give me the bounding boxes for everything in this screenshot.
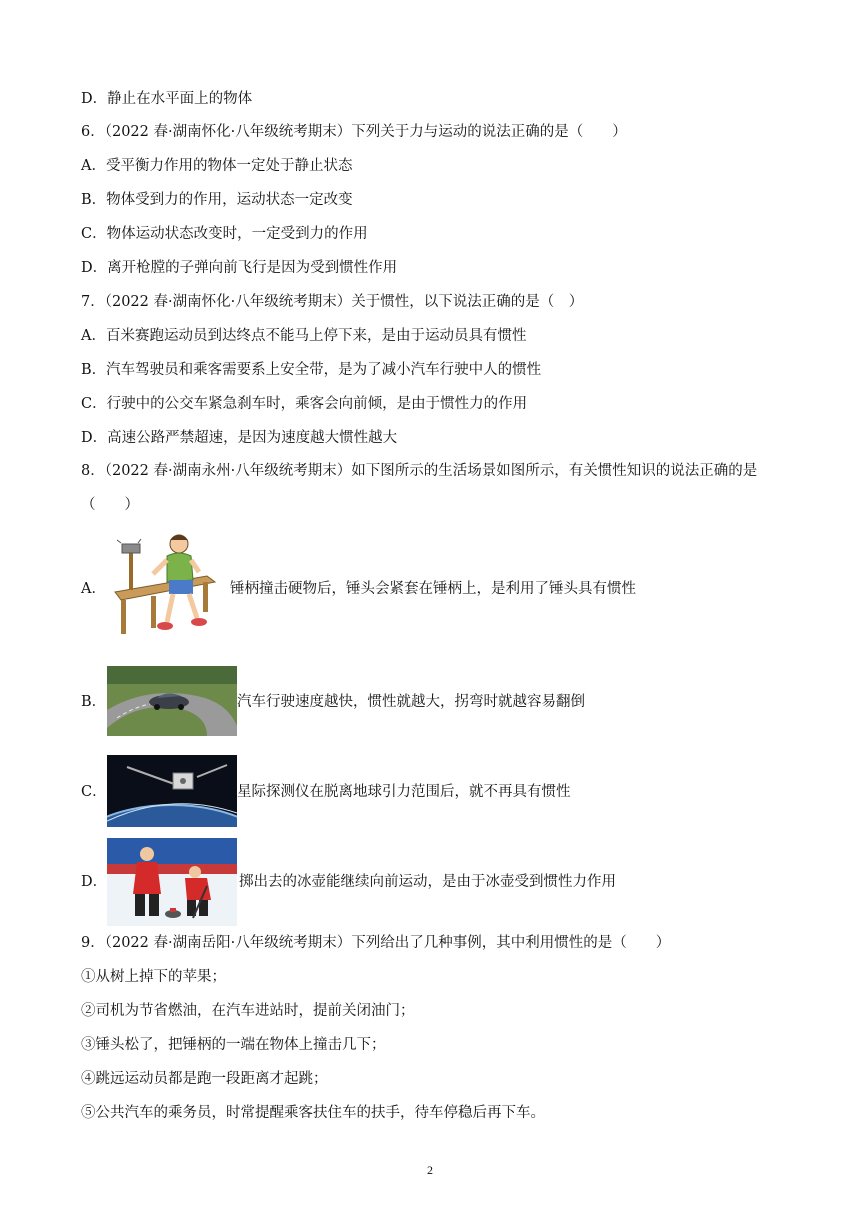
- q6-option-a: A．受平衡力作用的物体一定处于静止状态: [81, 158, 353, 174]
- q6-option-c: C．物体运动状态改变时，一定受到力的作用: [81, 226, 368, 242]
- q6-stem: 6．（2022 春·湖南怀化·八年级统考期末）下列关于力与运动的说法正确的是（ ）: [81, 124, 627, 140]
- car-on-road-photo: [107, 666, 237, 736]
- q8-option-c-letter: C．: [81, 784, 107, 800]
- q8-option-a-text: 锤柄撞击硬物后，锤头会紧套在锤柄上，是利用了锤头具有惯性: [230, 581, 636, 597]
- q7-option-c: C．行驶中的公交车紧急刹车时，乘客会向前倾，是由于惯性力的作用: [81, 396, 528, 412]
- q9-item-1: ①从树上掉下的苹果；: [81, 969, 226, 985]
- q8-option-a-letter: A．: [81, 581, 106, 597]
- q9-item-2: ②司机为节省燃油，在汽车进站时，提前关闭油门；: [81, 1003, 415, 1019]
- q7-stem: 7．（2022 春·湖南怀化·八年级统考期末）关于惯性，以下说法正确的是（ ）: [81, 294, 584, 310]
- q8-option-d-letter: D．: [81, 874, 108, 890]
- q8-option-d-text: 掷出去的冰壶能继续向前运动，是由于冰壶受到惯性力作用: [239, 874, 616, 890]
- q8-stem: 8．（2022 春·湖南永州·八年级统考期末）如下图所示的生活场景如图所示，有关惯性知识的说法正确的是: [81, 463, 758, 479]
- q8-option-c-text: 星际探测仪在脱离地球引力范围后，就不再具有惯性: [237, 784, 571, 800]
- q9-item-5: ⑤公共汽车的乘务员，时常提醒乘客扶住车的扶手，待车停稳后再下车。: [81, 1105, 545, 1121]
- q9-item-3: ③锤头松了，把锤柄的一端在物体上撞击几下；: [81, 1037, 386, 1053]
- q6-option-d: D．离开枪膛的子弹向前飞行是因为受到惯性作用: [81, 260, 398, 276]
- q8-option-b-text: 汽车行驶速度越快，惯性就越大，拐弯时就越容易翻倒: [237, 694, 585, 710]
- q8-option-b-letter: B．: [81, 694, 107, 710]
- q9-item-4: ④跳远运动员都是跑一段距离才起跳；: [81, 1071, 328, 1087]
- q5-option-d: D．静止在水平面上的物体: [81, 91, 253, 107]
- hammer-illustration: [107, 530, 221, 638]
- space-probe-photo: [107, 755, 237, 827]
- q6-option-b: B．物体受到力的作用，运动状态一定改变: [81, 192, 353, 208]
- q8-answer-paren: （ ）: [81, 497, 139, 513]
- q9-stem: 9．（2022 春·湖南岳阳·八年级统考期末）下列给出了几种事例，其中利用惯性的是（ ）: [81, 935, 671, 951]
- q7-option-b: B．汽车驾驶员和乘客需要系上安全带，是为了减小汽车行驶中人的惯性: [81, 362, 542, 378]
- q7-option-d: D．高速公路严禁超速，是因为速度越大惯性越大: [81, 430, 398, 446]
- q7-option-a: A．百米赛跑运动员到达终点不能马上停下来，是由于运动员具有惯性: [81, 328, 527, 344]
- page-number: 2: [427, 1163, 433, 1177]
- curling-photo: [107, 838, 237, 926]
